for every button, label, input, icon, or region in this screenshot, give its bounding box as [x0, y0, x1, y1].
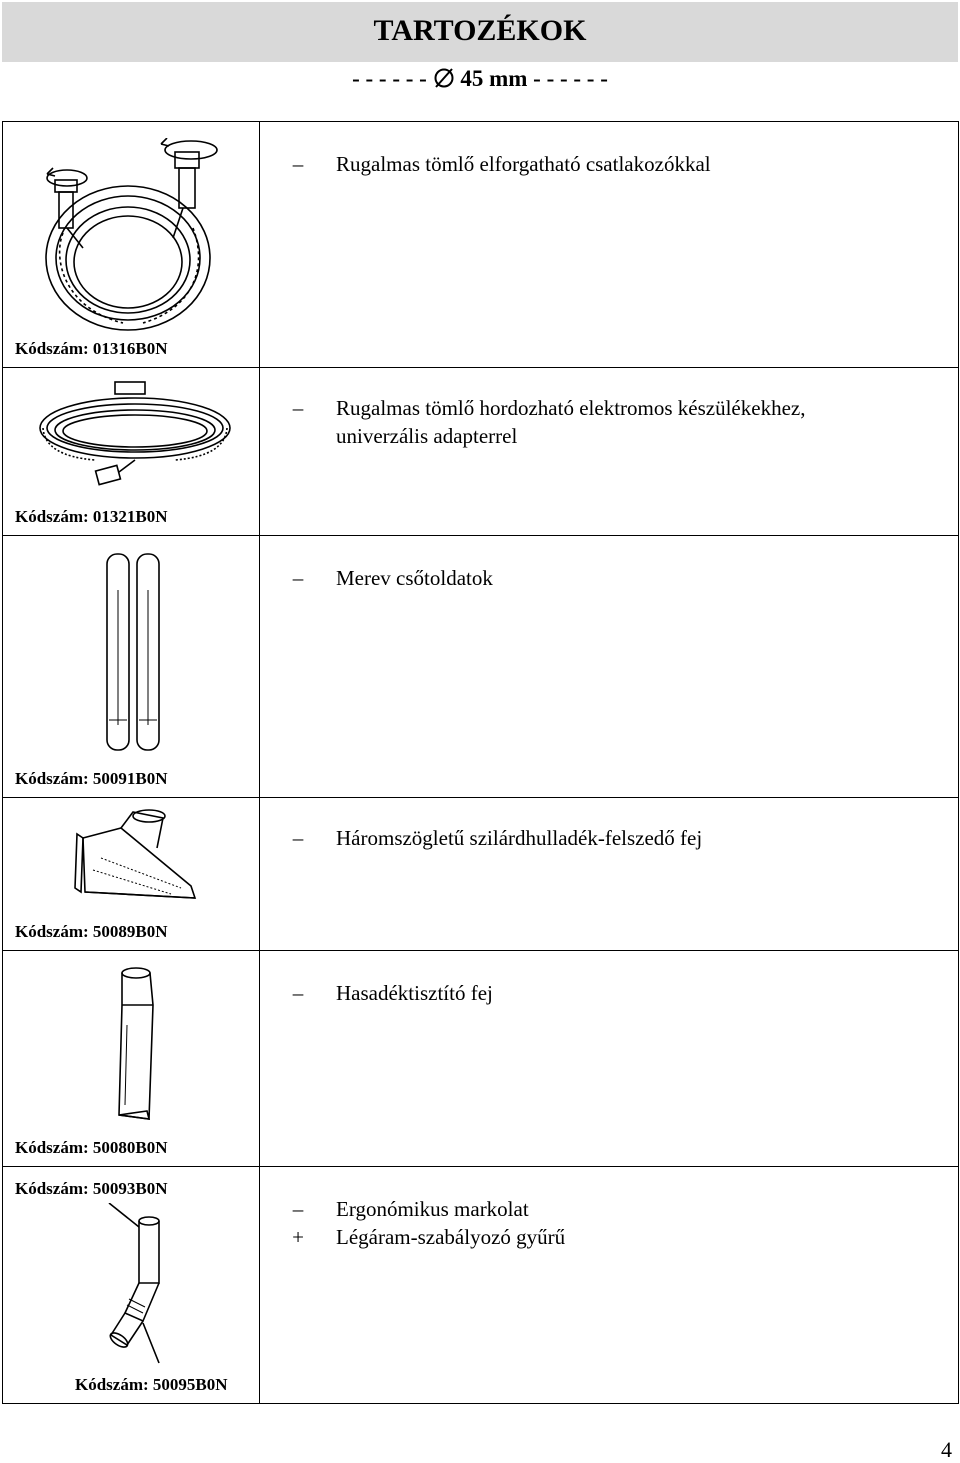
description-text: Háromszögletű szilárdhulladék-felszedő fej [336, 826, 703, 850]
image-cell [3, 798, 260, 951]
page-subtitle [0, 64, 960, 94]
dash-mark: – [292, 981, 304, 1005]
description-text: Hasadéktisztító fej [336, 981, 493, 1005]
description-text: Rugalmas tömlő hordozható elektromos készülékekhez, [336, 396, 806, 420]
subtitle-prefix: - - - - - - [352, 66, 427, 91]
crevice-tool-icon [113, 965, 159, 1121]
table-row [3, 1167, 959, 1404]
item-code: Kódszám: 01316B0N [15, 339, 168, 358]
description-cell [260, 368, 959, 536]
description-text: Ergonómikus markolat [336, 1197, 529, 1221]
item-code: Kódszám: 50080B0N [15, 1138, 168, 1157]
subtitle-value: 45 mm [460, 66, 528, 91]
image-cell [3, 536, 260, 798]
description-text: Merev csőtoldatok [336, 566, 493, 590]
table-row [3, 368, 959, 536]
coiled-hose-adapter-icon [35, 376, 235, 492]
item-description [260, 979, 958, 1007]
dash-mark: – [292, 566, 304, 590]
description-cell [260, 536, 959, 798]
description-cell [260, 122, 959, 368]
description-cell [260, 798, 959, 951]
dash-mark: – [292, 396, 304, 420]
image-cell [3, 368, 260, 536]
subtitle-suffix: - - - - - - [533, 66, 608, 91]
description-text-continued: univerzális adapterrel [336, 424, 518, 448]
item-code: Kódszám: 01321B0N [15, 507, 168, 526]
dash-mark: – [292, 152, 304, 176]
table-row [3, 951, 959, 1167]
triangular-nozzle-icon [71, 808, 203, 908]
item-code: Kódszám: 50091B0N [15, 769, 168, 788]
plus-mark: + [292, 1225, 304, 1249]
item-description [260, 394, 958, 450]
table-row [3, 122, 959, 368]
dash-mark: – [292, 826, 304, 850]
description-text: Rugalmas tömlő elforgatható csatlakozókkal [336, 152, 711, 176]
diameter-icon [433, 67, 455, 89]
ergonomic-handle-icon [103, 1203, 173, 1365]
table-row [3, 798, 959, 951]
description-text: Légáram-szabályozó gyűrű [336, 1225, 566, 1249]
item-description [260, 824, 958, 852]
item-code: Kódszám: 50089B0N [15, 922, 168, 941]
dash-mark: – [292, 1197, 304, 1221]
page-title: TARTOZÉKOK [373, 14, 587, 47]
rigid-tubes-icon [103, 550, 165, 756]
coiled-hose-swivel-icon [33, 138, 233, 338]
table-row [3, 536, 959, 798]
page-number: 4 [941, 1437, 952, 1462]
image-cell [3, 1167, 260, 1404]
item-code: Kódszám: 50093B0N [15, 1179, 168, 1198]
item-description [260, 1195, 958, 1251]
item-description [260, 564, 958, 592]
image-cell [3, 122, 260, 368]
accessories-table [2, 121, 959, 1404]
item-description [260, 150, 958, 178]
description-cell [260, 1167, 959, 1404]
description-cell [260, 951, 959, 1167]
item-code-secondary: Kódszám: 50095B0N [75, 1375, 228, 1394]
image-cell [3, 951, 260, 1167]
